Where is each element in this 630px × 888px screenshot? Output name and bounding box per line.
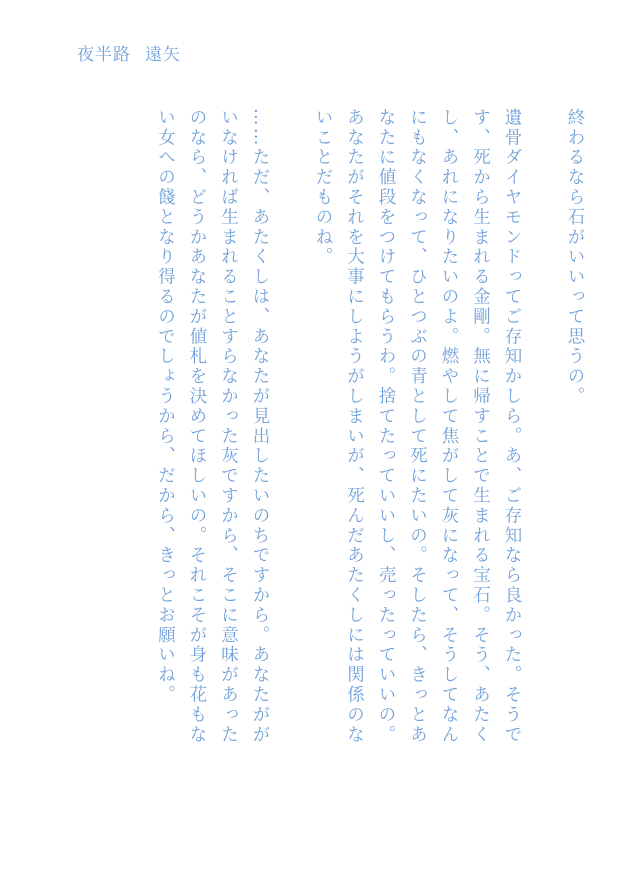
paragraph-diamond: 遺骨ダイヤモンドってご存知かしら。あ、ご存知なら良かった。そうです、死から生まれる金剛。無に帰すことで生まれる宝石。そう、あたくし、あれになりたいのよ。燃やして焦がして灰になって、そうしてなんにもなくなって、ひとつぶの青として死にたいの。そしたら、きっとあなたに値段をつけてもらうわ。捨てたっていいし、売ったっていいの。あなたがそれを大事にしようがしまいが、死んだあたくしには関係のないことだものね。 bbox=[313, 108, 522, 745]
paragraph-gap bbox=[275, 108, 307, 748]
story-title: 夜半路 bbox=[77, 45, 131, 65]
paragraph-closing: ……ただ、あたくしは、あなたが見出したいのちですから。あなたががいなければ生まれることすらなかった灰ですから、そこに意味があったのなら、どうかあなたが値札を決めてほしいの。それこそが身も花もない女への餞となり得るのでしょうから、だから、きっとお願いね。 bbox=[155, 108, 270, 745]
vertical-text-body bbox=[149, 108, 590, 748]
paragraph-gap bbox=[527, 108, 559, 748]
paragraph-opening: 終わるなら石がいいって思うの。 bbox=[565, 108, 585, 407]
page-header bbox=[77, 40, 181, 65]
author-name: 遠矢 bbox=[145, 45, 181, 65]
